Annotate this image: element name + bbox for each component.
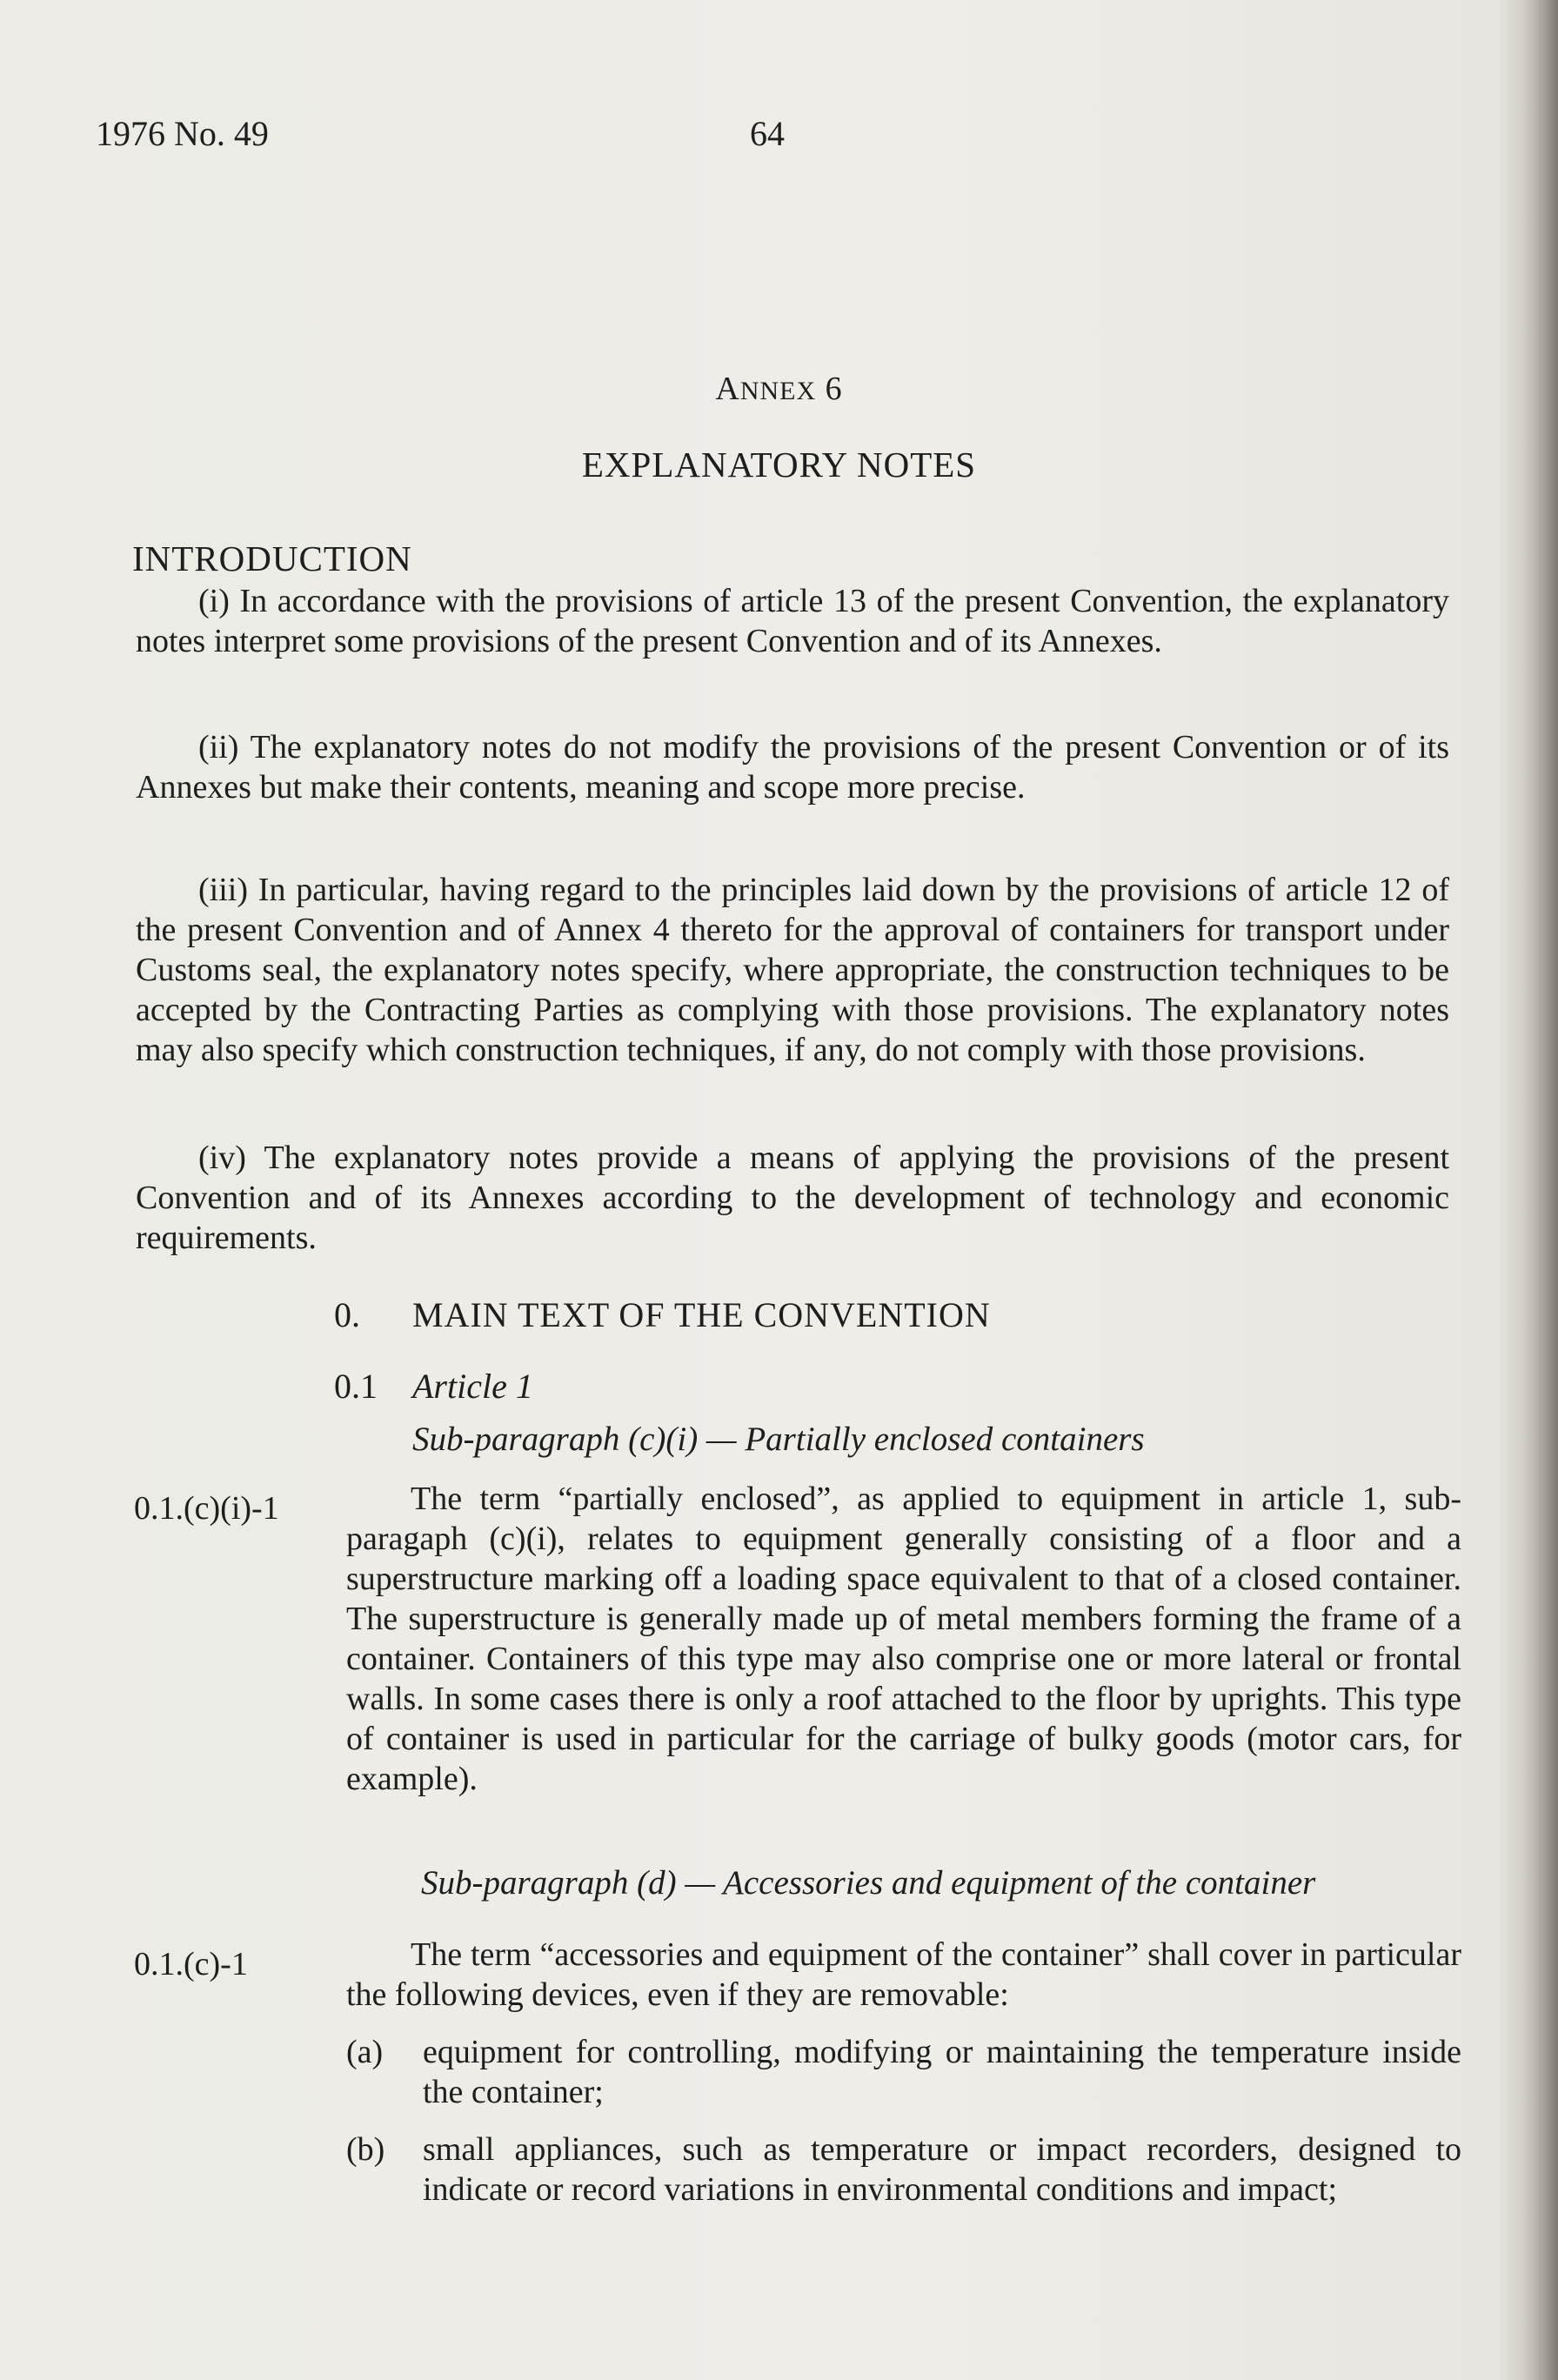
reference-0-1-c-i-1: 0.1.(c)(i)-1 [134,1490,279,1527]
partially-enclosed-paragraph: The term “partially enclosed”, as applied to equipment in article 1, sub-paragaph (c)(i), relates to equipment generally consisting of a floor and a superstructure marking off a loading space equivalent to that of a closed container. The superstructure is generally made up of metal members forming the frame of a container. Containers of this type may also comprise one or more lateral or frontal walls. In some cases there is only a roof attached to the floor by uprights. This type of container is used in particular for the carriage of bulky goods (motor cars, for example). [346,1481,1461,1797]
header-year-number: 1976 No. 49 [96,114,269,153]
accessories-paragraph: The term “accessories and equipment of the container” shall cover in particular the following devices, even if they are removable: [346,1936,1461,2013]
reference-0-1-c-1: 0.1.(c)-1 [134,1946,248,1982]
intro-paragraph-iv: (iv) The explanatory notes provide a means of applying the provisions of the present Convention and of its Annexes according to the development of technology and economic requirements. [136,1140,1449,1256]
page-edge-shadow [1523,0,1558,2380]
intro-paragraph-i: (i) In accordance with the provisions of article 13 of the present Convention, the explanatory notes interpret some provisions of the present Convention and of its Annexes. [136,583,1449,659]
intro-paragraph-ii: (ii) The explanatory notes do not modify the provisions of the present Convention or of its Annexes but make their contents, meaning and scope more precise. [136,729,1449,806]
section-0-title: MAIN TEXT OF THE CONVENTION [412,1295,991,1334]
section-0-1-title: Article 1 [412,1367,533,1406]
subheading-partially-enclosed: Sub-paragraph (c)(i) — Partially enclosed containers [412,1421,1145,1458]
section-0-number: 0. [334,1295,360,1334]
annex-label [0,370,1558,408]
section-0-1-number: 0.1 [334,1367,378,1406]
list-item-label: (b) [346,2131,385,2168]
annex-prefix: A [715,371,740,407]
annex-rest: NNEX [739,377,817,405]
annex-number: 6 [825,371,843,407]
subheading-accessories: Sub-paragraph (d) — Accessories and equipment of the container [421,1864,1316,1902]
list-item [346,2032,1461,2112]
list-item-text: small appliances, such as temperature or impact recorders, designed to indicate or record variations in environmental conditions and impact; [423,2131,1461,2208]
list-item-label: (a) [346,2034,384,2070]
annex-title: EXPLANATORY NOTES [581,445,977,485]
intro-paragraph-iii: (iii) In particular, having regard to the principles laid down by the provisions of article 12 of the present Convention and of Annex 4 thereto for the approval of containers for transport under Customs seal, the explanatory notes specify, where appropriate, the construction techniques to be accepted by the Contracting Parties as complying with those provisions. The explanatory notes may also specify which construction techniques, if any, do not comply with those provisions. [136,872,1449,1068]
list-item [346,2129,1461,2210]
list-item-text: equipment for controlling, modifying or maintaining the temperature inside the container; [423,2034,1461,2110]
introduction-heading: INTRODUCTION [132,538,412,578]
page-number: 64 [750,114,785,153]
